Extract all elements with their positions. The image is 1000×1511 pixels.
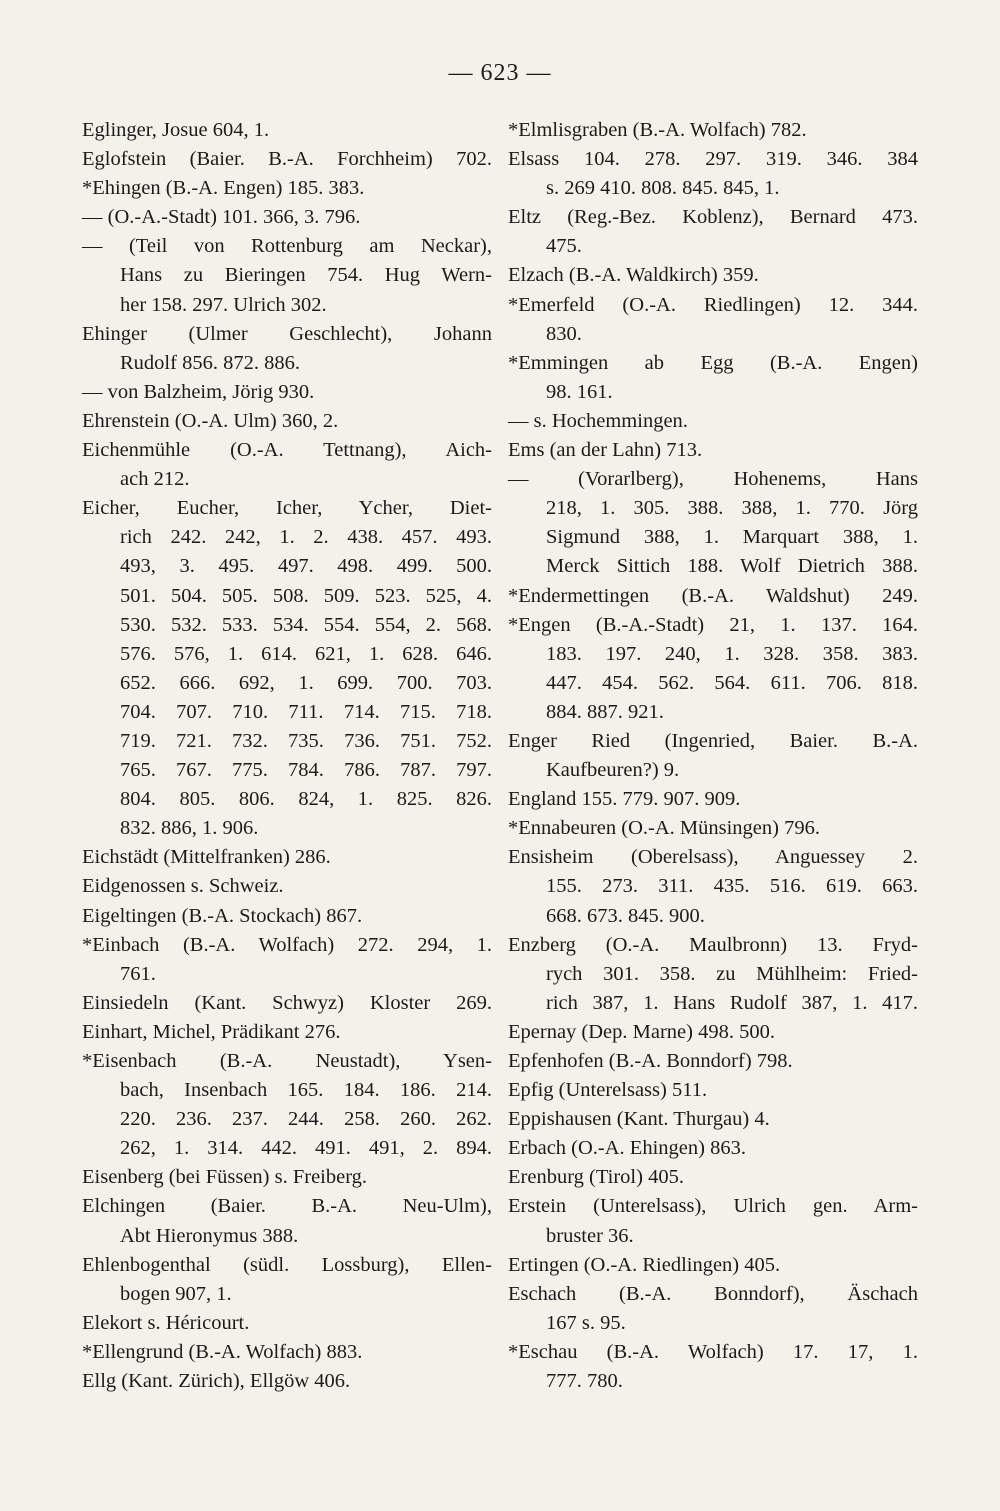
index-entry-continuation: Rudolf 856. 872. 886.: [120, 351, 300, 374]
index-entry-line: Ehinger (Ulmer Geschlecht), Johann: [82, 322, 492, 345]
index-entry-continuation: 530. 532. 533. 534. 554. 554, 2. 568.: [120, 613, 492, 636]
index-entry-line: — (O.-A.-Stadt) 101. 366, 3. 796.: [82, 206, 361, 229]
index-entry-line: — von Balzheim, Jörig 930.: [82, 380, 315, 403]
index-entry-continuation: 884. 887. 921.: [546, 700, 664, 723]
index-entry-line: *Ellengrund (B.-A. Wolfach) 883.: [82, 1340, 363, 1363]
index-entry-line: — (Vorarlberg), Hohenems, Hans: [508, 468, 918, 491]
index-entry-line: Epernay (Dep. Marne) 498. 500.: [508, 1020, 775, 1043]
index-entry-line: Elsass 104. 278. 297. 319. 346. 384: [508, 148, 918, 171]
index-entry-line: Eisenberg (bei Füssen) s. Freiberg.: [82, 1166, 368, 1189]
index-entry-continuation: 777. 780.: [546, 1370, 623, 1393]
index-entry-continuation: 183. 197. 240, 1. 328. 358. 383.: [546, 642, 918, 665]
index-entry-continuation: s. 269 410. 808. 845. 845, 1.: [546, 177, 780, 200]
index-entry-continuation: 761.: [120, 962, 156, 985]
index-entry-continuation: her 158. 297. Ulrich 302.: [120, 293, 327, 316]
index-entry-line: — s. Hochemmingen.: [508, 409, 688, 432]
index-entry-line: Eppishausen (Kant. Thurgau) 4.: [508, 1108, 770, 1131]
index-entry-continuation: Hans zu Bieringen 754. Hug Wern-: [120, 264, 492, 287]
index-entry-line: Enzberg (O.-A. Maulbronn) 13. Fryd-: [508, 933, 918, 956]
index-entry-continuation: 218, 1. 305. 388. 388, 1. 770. Jörg: [546, 497, 918, 520]
index-entry-continuation: 220. 236. 237. 244. 258. 260. 262.: [120, 1108, 492, 1131]
index-entry-continuation: Merck Sittich 188. Wolf Dietrich 388.: [546, 555, 918, 578]
index-entry-continuation: 576. 576, 1. 614. 621, 1. 628. 646.: [120, 642, 492, 665]
index-entry-continuation: 155. 273. 311. 435. 516. 619. 663.: [546, 875, 918, 898]
index-column-right: [508, 116, 918, 1396]
index-entry-line: *Elmlisgraben (B.-A. Wolfach) 782.: [508, 119, 807, 141]
index-entry-line: Ehlenbogenthal (südl. Lossburg), Ellen-: [82, 1253, 492, 1276]
index-entry-line: Enger Ried (Ingenried, Baier. B.-A.: [508, 729, 918, 752]
index-entry-line: Ellg (Kant. Zürich), Ellgöw 406.: [82, 1370, 351, 1393]
index-entry-line: Ensisheim (Oberelsass), Anguessey 2.: [508, 846, 918, 869]
index-entry-line: Eglofstein (Baier. B.-A. Forchheim) 702.: [82, 148, 492, 171]
index-entry-continuation: 262, 1. 314. 442. 491. 491, 2. 894.: [120, 1137, 492, 1160]
index-entry-line: Elzach (B.-A. Waldkirch) 359.: [508, 264, 759, 287]
index-entry-continuation: 98. 161.: [546, 380, 613, 403]
index-entry-line: Erenburg (Tirol) 405.: [508, 1166, 684, 1189]
index-entry-continuation: 501. 504. 505. 508. 509. 523. 525, 4.: [120, 584, 492, 607]
index-entry-line: *Eisenbach (B.-A. Neustadt), Ysen-: [82, 1050, 492, 1072]
index-entry-continuation: rich 387, 1. Hans Rudolf 387, 1. 417.: [546, 991, 918, 1014]
index-entry-line: Eidgenossen s. Schweiz.: [82, 875, 284, 898]
index-entry-continuation: 832. 886, 1. 906.: [120, 817, 259, 840]
index-entry-continuation: bruster 36.: [546, 1224, 634, 1247]
index-entry-continuation: 804. 805. 806. 824, 1. 825. 826.: [120, 788, 492, 811]
index-entry-continuation: 719. 721. 732. 735. 736. 751. 752.: [120, 729, 492, 752]
index-entry-continuation: rych 301. 358. zu Mühlheim: Fried-: [546, 962, 918, 985]
index-entry-continuation: 668. 673. 845. 900.: [546, 904, 705, 927]
index-column-left: [82, 116, 492, 1396]
index-entry-line: Erbach (O.-A. Ehingen) 863.: [508, 1137, 746, 1160]
index-entry-line: Einhart, Michel, Prädikant 276.: [82, 1020, 341, 1043]
index-entry-continuation: Sigmund 388, 1. Marquart 388, 1.: [546, 526, 918, 549]
index-entry-line: Ehrenstein (O.-A. Ulm) 360, 2.: [82, 409, 339, 432]
index-entry-line: Eicher, Eucher, Icher, Ycher, Diet-: [82, 497, 492, 520]
index-entry-line: Erstein (Unterelsass), Ulrich gen. Arm-: [508, 1195, 918, 1218]
index-entry-line: Ertingen (O.-A. Riedlingen) 405.: [508, 1253, 781, 1276]
index-entry-line: *Ehingen (B.-A. Engen) 185. 383.: [82, 177, 365, 200]
index-entry-continuation: Abt Hieronymus 388.: [120, 1224, 299, 1247]
index-entry-line: *Emmingen ab Egg (B.-A. Engen): [508, 351, 918, 374]
index-entry-continuation: bogen 907, 1.: [120, 1282, 232, 1305]
index-entry-line: Eglinger, Josue 604, 1.: [82, 119, 270, 141]
index-entry-line: *Engen (B.-A.-Stadt) 21, 1. 137. 164.: [508, 613, 918, 636]
index-entry-continuation: 652. 666. 692, 1. 699. 700. 703.: [120, 671, 492, 694]
index-entry-line: Epfenhofen (B.-A. Bonndorf) 798.: [508, 1050, 793, 1072]
index-entry-continuation: bach, Insenbach 165. 184. 186. 214.: [120, 1079, 492, 1102]
index-entry-line: Elekort s. Héricourt.: [82, 1311, 250, 1334]
index-entry-continuation: 704. 707. 710. 711. 714. 715. 718.: [120, 700, 492, 723]
index-entry-line: Eichstädt (Mittelfranken) 286.: [82, 846, 331, 869]
index-entry-continuation: ach 212.: [120, 468, 190, 491]
index-entry-line: *Eschau (B.-A. Wolfach) 17. 17, 1.: [508, 1340, 918, 1363]
index-entry-line: — (Teil von Rottenburg am Neckar),: [82, 235, 492, 258]
index-entry-line: Eigeltingen (B.-A. Stockach) 867.: [82, 904, 363, 927]
index-entry-continuation: 475.: [546, 235, 582, 258]
index-entry-continuation: 493, 3. 495. 497. 498. 499. 500.: [120, 555, 492, 578]
index-entry-continuation: 765. 767. 775. 784. 786. 787. 797.: [120, 759, 492, 782]
index-entry-continuation: 830.: [546, 322, 582, 345]
index-entry-line: Eichenmühle (O.-A. Tettnang), Aich-: [82, 439, 492, 462]
index-entry-line: Ems (an der Lahn) 713.: [508, 439, 703, 462]
index-entry-line: Elchingen (Baier. B.-A. Neu-Ulm),: [82, 1195, 492, 1218]
page-number: — 623 —: [448, 60, 552, 86]
index-entry-continuation: 167 s. 95.: [546, 1311, 626, 1334]
index-entry-line: *Ennabeuren (O.-A. Münsingen) 796.: [508, 817, 820, 840]
index-entry-line: *Einbach (B.-A. Wolfach) 272. 294, 1.: [82, 933, 492, 956]
index-entry-line: *Emerfeld (O.-A. Riedlingen) 12. 344.: [508, 293, 918, 316]
index-entry-continuation: Kaufbeuren?) 9.: [546, 759, 680, 782]
index-entry-line: Epfig (Unterelsass) 511.: [508, 1079, 708, 1102]
index-entry-continuation: rich 242. 242, 1. 2. 438. 457. 493.: [120, 526, 492, 549]
index-entry-line: Einsiedeln (Kant. Schwyz) Kloster 269.: [82, 991, 492, 1014]
index-entry-line: England 155. 779. 907. 909.: [508, 788, 741, 811]
index-entry-continuation: 447. 454. 562. 564. 611. 706. 818.: [546, 671, 918, 694]
index-entry-line: *Endermettingen (B.-A. Waldshut) 249.: [508, 584, 918, 607]
index-entry-line: Eschach (B.-A. Bonndorf), Äschach: [508, 1282, 918, 1305]
index-entry-line: Eltz (Reg.-Bez. Koblenz), Bernard 473.: [508, 206, 918, 229]
